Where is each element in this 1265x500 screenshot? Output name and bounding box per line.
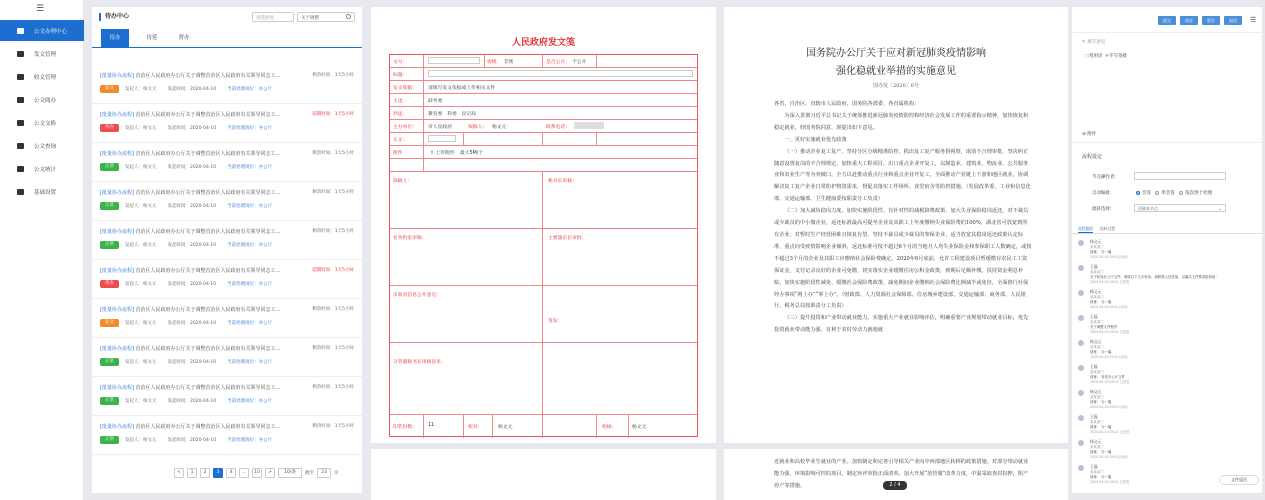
row-meta: 发起人：杨文元 发起时间：2020-04-10 当前处理岗位：办公厅 bbox=[125, 321, 273, 326]
pagination bbox=[174, 468, 339, 478]
drafter-value[interactable]: 杨文元 bbox=[492, 125, 507, 130]
drafter-label: 拟稿人： bbox=[468, 125, 488, 130]
doc-no-input[interactable] bbox=[428, 57, 480, 64]
copies-label: 印装份数： bbox=[393, 425, 417, 430]
remaining-time: 剩余时间：1天5小时 bbox=[312, 73, 354, 78]
status-badge: 正常 bbox=[100, 241, 119, 249]
comment-tools bbox=[1085, 53, 1127, 59]
form-document-next-page bbox=[371, 449, 716, 500]
phrase-button[interactable]: ◌常用语 bbox=[1085, 54, 1103, 59]
remaining-time: 剩余时间：1天5小时 bbox=[312, 307, 354, 312]
todo-row[interactable] bbox=[92, 299, 362, 338]
status-badge: 发文 bbox=[100, 319, 119, 327]
row-title[interactable]: [批量协办流程] 首治区人民政府办公厅关于调整首治区人民政府有关领导同志工... bbox=[100, 73, 281, 79]
opinion-secretary: 秘书长审核： bbox=[548, 179, 577, 184]
sidebar-item-label: 公文办理中心 bbox=[34, 28, 68, 35]
status-badge: 发文 bbox=[100, 85, 119, 93]
avatar bbox=[1078, 465, 1084, 471]
article-paragraph: （三）提升投资和产业带动就业能力。实施重大产业就业影响评估，明确重要产业规划带动就业目标，优先投资就业带动能力强、有利于农村劳动力就地就 bbox=[774, 315, 1029, 334]
page-unit: 页 bbox=[334, 471, 339, 476]
return-button[interactable]: 退回 bbox=[1224, 16, 1242, 25]
proof-value[interactable]: 杨文元 bbox=[498, 425, 513, 430]
status-badge: 正常 bbox=[100, 202, 119, 210]
sidebar-item-label: 公文交换 bbox=[34, 120, 57, 127]
statistics-icon bbox=[17, 166, 24, 172]
public-value[interactable]: 不公开 bbox=[572, 60, 587, 65]
row-title[interactable]: [批量协办流程] 首治区人民政府办公厅关于调整首治区人民政府有关领导同志工... bbox=[100, 268, 281, 274]
settings-icon bbox=[17, 189, 24, 195]
goto-input[interactable]: 23 bbox=[317, 468, 331, 478]
row-title[interactable]: [批量协办流程] 首治区人民政府办公厅关于调整首治区人民政府有关领导同志工... bbox=[100, 385, 281, 391]
sidebar bbox=[0, 0, 84, 500]
opinion-public: 市政府信息公开意见： bbox=[393, 293, 441, 298]
sidebar-item-1[interactable] bbox=[0, 43, 84, 64]
title-input[interactable] bbox=[428, 70, 693, 77]
row-title[interactable]: [批量协办流程] 首治区人民政府办公厅关于调整首治区人民政府有关领导同志工... bbox=[100, 307, 281, 313]
sidebar-item-label: 收文管理 bbox=[34, 74, 57, 81]
sidebar-item-6[interactable] bbox=[0, 158, 84, 179]
proof2-label: 校核： bbox=[602, 425, 617, 430]
tab-pending[interactable]: 待延 bbox=[146, 35, 158, 41]
sidebar-item-3[interactable] bbox=[0, 89, 84, 110]
sidebar-item-label: 公文阅办 bbox=[34, 97, 57, 104]
flow-tabs bbox=[1072, 226, 1262, 234]
sidebar-item-label: 公文统计 bbox=[34, 166, 57, 173]
phone-label: 联系电话： bbox=[546, 125, 570, 130]
row-meta: 发起人：杨文元 发起时间：2020-04-10 当前处理岗位：办公厅 bbox=[125, 243, 273, 248]
list-icon[interactable]: ☰ bbox=[1250, 16, 1257, 24]
article-title-line2: 强化稳就业举措的实施意见 bbox=[836, 66, 956, 77]
row-title[interactable]: [批量协办流程] 首治区人民政府办公厅关于调整首治区人民政府有关领导同志工... bbox=[100, 346, 281, 352]
page-button[interactable]: 4 bbox=[226, 468, 236, 478]
page-button[interactable]: > bbox=[265, 468, 275, 478]
article-title-line1: 国务院办公厅关于应对新冠肺炎疫情影响 bbox=[806, 48, 986, 59]
article-doc-no: 国办发〔2020〕6号 bbox=[873, 83, 919, 89]
row-title[interactable]: [批量协办流程] 首治区人民政府办公厅关于调整首治区人民政府有关领导同志工... bbox=[100, 229, 281, 235]
row-meta: 发起人：杨文元 发起时间：2020-04-10 当前处理岗位：办公厅 bbox=[125, 165, 273, 170]
sidebar-item-4[interactable] bbox=[0, 112, 84, 133]
sidebar-item-label: 发文管理 bbox=[34, 51, 57, 58]
upload-button[interactable]: ⇪ 上传附件 bbox=[430, 151, 455, 156]
upload-hint: 最大5M/个 bbox=[460, 151, 484, 156]
todo-row[interactable] bbox=[92, 104, 362, 143]
avatar bbox=[1078, 440, 1084, 446]
flow-record: 杨文元 某某部门 请意： 办一篇 2020-04-10 09:21(未读) bbox=[1078, 337, 1258, 361]
clip-icon: ⊘ bbox=[1082, 132, 1088, 137]
tab-underline bbox=[92, 47, 362, 48]
public-label: 是否公开： bbox=[546, 60, 570, 65]
save-button[interactable]: 保存 bbox=[1180, 16, 1198, 25]
page-button[interactable]: 10 bbox=[252, 468, 262, 478]
remaining-time: 超期时间：1天5小时 bbox=[312, 268, 354, 273]
remaining-time: 剩余时间：1天5小时 bbox=[312, 190, 354, 195]
attach-link[interactable]: ⊘ 附件 bbox=[1082, 132, 1097, 137]
avatar bbox=[1078, 340, 1084, 346]
query-icon bbox=[17, 143, 24, 149]
radio-countersign[interactable]: 会签 bbox=[1136, 191, 1151, 196]
todo-row[interactable] bbox=[92, 182, 362, 221]
page-indicator: 2 / 4 bbox=[883, 481, 907, 490]
chevron-down-icon: ⌄ bbox=[1218, 206, 1222, 211]
avatar bbox=[1078, 390, 1084, 396]
basis-label: 发文依据： bbox=[393, 86, 417, 91]
remaining-time: 剩余时间：1天5小时 bbox=[312, 151, 354, 156]
read-icon bbox=[17, 97, 24, 103]
comment-input[interactable] bbox=[1082, 45, 1254, 51]
row-title[interactable]: [批量协办流程] 首治区人民政府办公厅关于调整首治区人民政府有关领导同志工... bbox=[100, 112, 281, 118]
article-page bbox=[724, 7, 1068, 443]
sidebar-item-5[interactable] bbox=[0, 135, 84, 156]
radio-sequence[interactable]: 依次逐个处理 bbox=[1179, 191, 1212, 196]
row-meta: 发起人：杨文元 发起时间：2020-04-10 当前处理岗位：办公厅 bbox=[125, 360, 273, 365]
row-meta: 发起人：杨文元 发起时间：2020-04-10 当前处理岗位：办公厅 bbox=[125, 126, 273, 131]
send-label: 主送： bbox=[393, 99, 408, 104]
return-file-button[interactable]: 文件返回 bbox=[1219, 475, 1259, 485]
remaining-time: 剩余时间：1天5小时 bbox=[312, 385, 354, 390]
goto-label: 跳至 bbox=[305, 471, 314, 476]
dept-value[interactable]: 市人民政府 bbox=[428, 125, 452, 130]
flow-record: 王磊 某某部门 关于调整文件程序 2020-04-10 09:21 已回复 bbox=[1078, 312, 1258, 336]
file-send-icon bbox=[17, 51, 24, 57]
page-button[interactable]: < bbox=[174, 468, 184, 478]
flow-record: 杨文元 某某部门 请意： 办一篇 2020-04-10 09:21(未读) bbox=[1078, 437, 1258, 461]
remaining-time: 剩余时间：1天5小时 bbox=[312, 229, 354, 234]
row-meta: 发起人：杨文元 发起时间：2020-04-10 当前处理岗位：办公厅 bbox=[125, 204, 273, 209]
sidebar-item-label: 基础设置 bbox=[34, 189, 57, 196]
form-table bbox=[389, 54, 698, 437]
per-page-select[interactable]: 10/条 bbox=[278, 468, 302, 478]
secret-value[interactable]: 非密 bbox=[504, 60, 514, 65]
radio-group bbox=[1136, 190, 1212, 196]
opinion-vice-mayor: 主要副市长审批： bbox=[548, 236, 587, 241]
form-title: 人民政府发文笺 bbox=[511, 38, 575, 48]
flow-record: 杨文元 某某部门 请意： 办一篇 2020-04-10 09:21(未读) bbox=[1078, 237, 1258, 261]
opinion-dept: 业务科室审核： bbox=[393, 236, 427, 241]
todo-row[interactable] bbox=[92, 416, 362, 455]
page-button[interactable]: 3 bbox=[213, 468, 223, 478]
status-badge: 待办 bbox=[100, 280, 119, 288]
auto-label: 自动编排： bbox=[1092, 191, 1115, 196]
comment-label: ✎ 填写意见 bbox=[1082, 40, 1106, 45]
todo-row[interactable] bbox=[92, 221, 362, 260]
status-badge: 正常 bbox=[100, 358, 119, 366]
doc-no-label: 文号： bbox=[393, 60, 408, 65]
opinion-drafter: 拟稿人： bbox=[393, 179, 413, 184]
row-meta: 发起人：杨文元 发起时间：2020-04-10 当前处理岗位：办公厅 bbox=[125, 438, 273, 443]
flow-record: 王磊 某某部门 关于转发办公厅文件，请按以下文字转发；请联系人员张某，以落实文件要求批转给： 2020-04-10 09:21 已回复 bbox=[1078, 262, 1258, 286]
opinion-sign: 签发： bbox=[548, 319, 563, 324]
title-label: 标题： bbox=[393, 73, 408, 78]
tab-flow-trace[interactable]: 流程跟踪 bbox=[1078, 226, 1094, 231]
edit-icon: ✎ bbox=[1082, 40, 1088, 45]
avatar bbox=[1078, 315, 1084, 321]
cc-label: 抄送： bbox=[393, 112, 408, 117]
submit-button[interactable]: 提交 bbox=[1158, 16, 1176, 25]
search-input[interactable]: 关于调整 bbox=[297, 12, 355, 22]
form-document bbox=[371, 7, 716, 443]
article-paragraph: 为深入贯彻习近平总书记关于统筹推进新冠肺炎疫情防控和经济社会发展工作的重要指示精神，加快恢复和稳定就业，经国务院同意，现提出如下意见。 bbox=[774, 112, 1029, 131]
row-meta: 发起人：杨文元 发起时间：2020-04-10 当前处理岗位：办公厅 bbox=[125, 399, 273, 404]
body-label: 正文： bbox=[393, 138, 408, 143]
sidebar-item-label: 公文查询 bbox=[34, 143, 57, 150]
article-paragraph: （二）加大减负稳岗力度。加快实施阶段性、有针对性的减税降费政策，加大失业保险稳岗返还，对不裁员或少裁员的中小微企业，返还标准最高可提至企业及其职工上年度缴纳失业保险费的100%，湖北省可放宽到所有企业；对暂时生产经营困难且恢复有望、坚持不裁员或少裁员的参保企业，适当放宽其稳岗返还政策认定标准，重点向受疫情影响企业倾斜，返还标准可按不超过6个月的当地月人均失业保险金和参保职工人数确定，或按不超过3个月的企业及其职工应缴纳社会保险费确定。2020年6月底前，允许工程建设项目暂缓缴存农民工工资保证金，支付记录良好的企业可免缴，切实落实企业缓缴住房公积金政策，到期后足额补缴。扶持资金利息补贴，加快实施阶段性减免、缓缴社会保险费政策，减免期间企业缴纳社会保险费比例减半或免征，全面推行社保经办事项“网上办”“掌上办”。（财政部、人力资源社会保障部、住房城乡建设部、交通运输部、商务部、人民银行、税务总局按职责分工负责） bbox=[774, 208, 1032, 310]
proof2-value[interactable]: 杨文元 bbox=[632, 425, 647, 430]
tab-flow-process[interactable]: 流转过程 bbox=[1100, 226, 1116, 231]
row-title[interactable]: [批量协办流程] 首治区人民政府办公厅关于调整首治区人民政府有关领导同志工... bbox=[100, 424, 281, 430]
row-meta: 发起人：杨文元 发起时间：2020-04-10 当前处理岗位：办公厅 bbox=[125, 282, 273, 287]
page-button[interactable]: 1 bbox=[187, 468, 197, 478]
next-select[interactable]: 回到本节点 ⌄ bbox=[1134, 204, 1226, 212]
flow-record: 王磊 某某部门 请意： 办一篇 2020-04-10 09:21 已回复 bbox=[1078, 462, 1258, 486]
node-input[interactable] bbox=[1134, 172, 1226, 180]
page-button[interactable]: ... bbox=[239, 468, 249, 478]
avatar bbox=[1078, 265, 1084, 271]
todo-row[interactable] bbox=[92, 65, 362, 104]
copies-value[interactable]: 11 bbox=[428, 423, 435, 428]
handwrite-button[interactable]: ✍手写签批 bbox=[1105, 54, 1128, 59]
home-icon bbox=[17, 28, 24, 34]
menu-icon[interactable]: ☰ bbox=[36, 4, 45, 14]
cc-value[interactable]: 教育委 科委 民宗局 bbox=[428, 112, 476, 117]
sidebar-item-0[interactable] bbox=[0, 20, 84, 41]
todo-row[interactable] bbox=[92, 143, 362, 182]
attach-label: 附件 bbox=[393, 151, 403, 156]
proof-label: 校对： bbox=[468, 425, 483, 430]
status-badge: 正常 bbox=[100, 397, 119, 405]
body-input[interactable] bbox=[428, 135, 456, 142]
avatar bbox=[1078, 415, 1084, 421]
tab-todo[interactable]: 待办 bbox=[101, 29, 129, 47]
article-page-next bbox=[724, 449, 1068, 500]
article-paragraph: 各省、自治区、直辖市人民政府，国务院各部委、各直属机构： bbox=[774, 101, 920, 107]
status-badge: 待办 bbox=[100, 124, 119, 132]
flow-record: 杨文元 某某部门 请意： 办一篇 2020-04-10 09:21(未读) bbox=[1078, 287, 1258, 311]
flow-record: 杨文元 某某部门 请意： 办一篇 2020-04-10 09:21(未读) bbox=[1078, 387, 1258, 411]
send-value[interactable]: 薛务委 bbox=[428, 99, 443, 104]
sidebar-item-2[interactable] bbox=[0, 66, 84, 87]
exchange-icon bbox=[17, 120, 24, 126]
article-paragraph: 近就业和高校毕业生就业的产业。加快制定和完善引导相关产业向中西部地区转移的政策措施。对部分带动就业能力强、环境影响可控的项目，制定环评审批正面清单。加大开展“放管服”改革力度，中温采取查封扣押，阻产停产等措施。 bbox=[774, 459, 1029, 489]
article-paragraph: 一、更好实施就业优先政策 bbox=[784, 136, 847, 143]
status-badge: 正常 bbox=[100, 436, 119, 444]
avatar bbox=[1078, 365, 1084, 371]
status-badge: 正常 bbox=[100, 163, 119, 171]
basis-value[interactable]: 请填写发文依据或上传相关文件 bbox=[428, 86, 496, 91]
draft-button[interactable]: 暂存 bbox=[1202, 16, 1220, 25]
opinion-deputy: 分管副秘书长审核意见： bbox=[393, 360, 446, 365]
row-title[interactable]: [批量协办流程] 首治区人民政府办公厅关于调整首治区人民政府有关领导同志工... bbox=[100, 151, 281, 157]
flow-record: 王磊 某某部门 请意： 办一篇 2020-04-10 09:21 已回复 bbox=[1078, 412, 1258, 436]
radio-serial[interactable]: 串会签 bbox=[1155, 191, 1175, 196]
panel-title: 待办中心 bbox=[99, 13, 129, 21]
todo-panel bbox=[92, 7, 362, 493]
avatar bbox=[1078, 290, 1084, 296]
secret-label: 密级： bbox=[487, 60, 502, 65]
row-title[interactable]: [批量协办流程] 首治区人民政府办公厅关于调整首治区人民政府有关领导同志工... bbox=[100, 190, 281, 196]
todo-row[interactable] bbox=[92, 377, 362, 416]
node-label: 节点操作者： bbox=[1092, 175, 1119, 180]
next-label: 流转选择： bbox=[1092, 207, 1115, 212]
remaining-time: 剩余时间：1天5小时 bbox=[312, 346, 354, 351]
phone-value[interactable] bbox=[574, 122, 604, 129]
search-icon bbox=[346, 14, 351, 19]
article-paragraph: （一）推动企业复工复产。坚持分区分级精准防控，抓出复工复产服务督视察，取消不合理审批，坚决纠正随意设置复岗的不合理规定，加快重大工程项目，出口重点企业开复工，以制造业、建筑业、物流业、公共服务业和农业生产等为突破口，全力以赴推动重点行业和重点企业开复工，全面推动产业链上下游和地区就业，协调解决复工复产企业日常防护物资需求，督促其落实工作场所、食堂宿舍等防控措施。（发展改革委、工业和信息化部、交通运输部、卫生健康委按职责分工负责） bbox=[774, 148, 1031, 203]
article-body bbox=[774, 99, 1032, 337]
dept-label: 主办单位： bbox=[393, 125, 417, 130]
tab-supervise[interactable]: 督办 bbox=[178, 35, 190, 41]
file-receive-icon bbox=[17, 74, 24, 80]
flow-record: 王磊 某某部门 请意： 转发办公厅文件 2020-04-10 09:21 已回复 bbox=[1078, 362, 1258, 386]
todo-row[interactable] bbox=[92, 338, 362, 377]
remaining-time: 剩余时间：1天5小时 bbox=[312, 424, 354, 429]
todo-row[interactable] bbox=[92, 260, 362, 299]
category-select[interactable]: 请选择处 bbox=[252, 12, 294, 22]
page-button[interactable]: 2 bbox=[200, 468, 210, 478]
avatar bbox=[1078, 240, 1084, 246]
row-meta: 发起人：杨文元 发起时间：2020-04-10 当前处理岗位：办公厅 bbox=[125, 87, 273, 92]
right-panel bbox=[1072, 7, 1262, 493]
remaining-time: 超期时间：1天5小时 bbox=[312, 112, 354, 117]
flow-title: 流程设定 bbox=[1082, 154, 1103, 160]
sidebar-item-7[interactable] bbox=[0, 181, 84, 202]
